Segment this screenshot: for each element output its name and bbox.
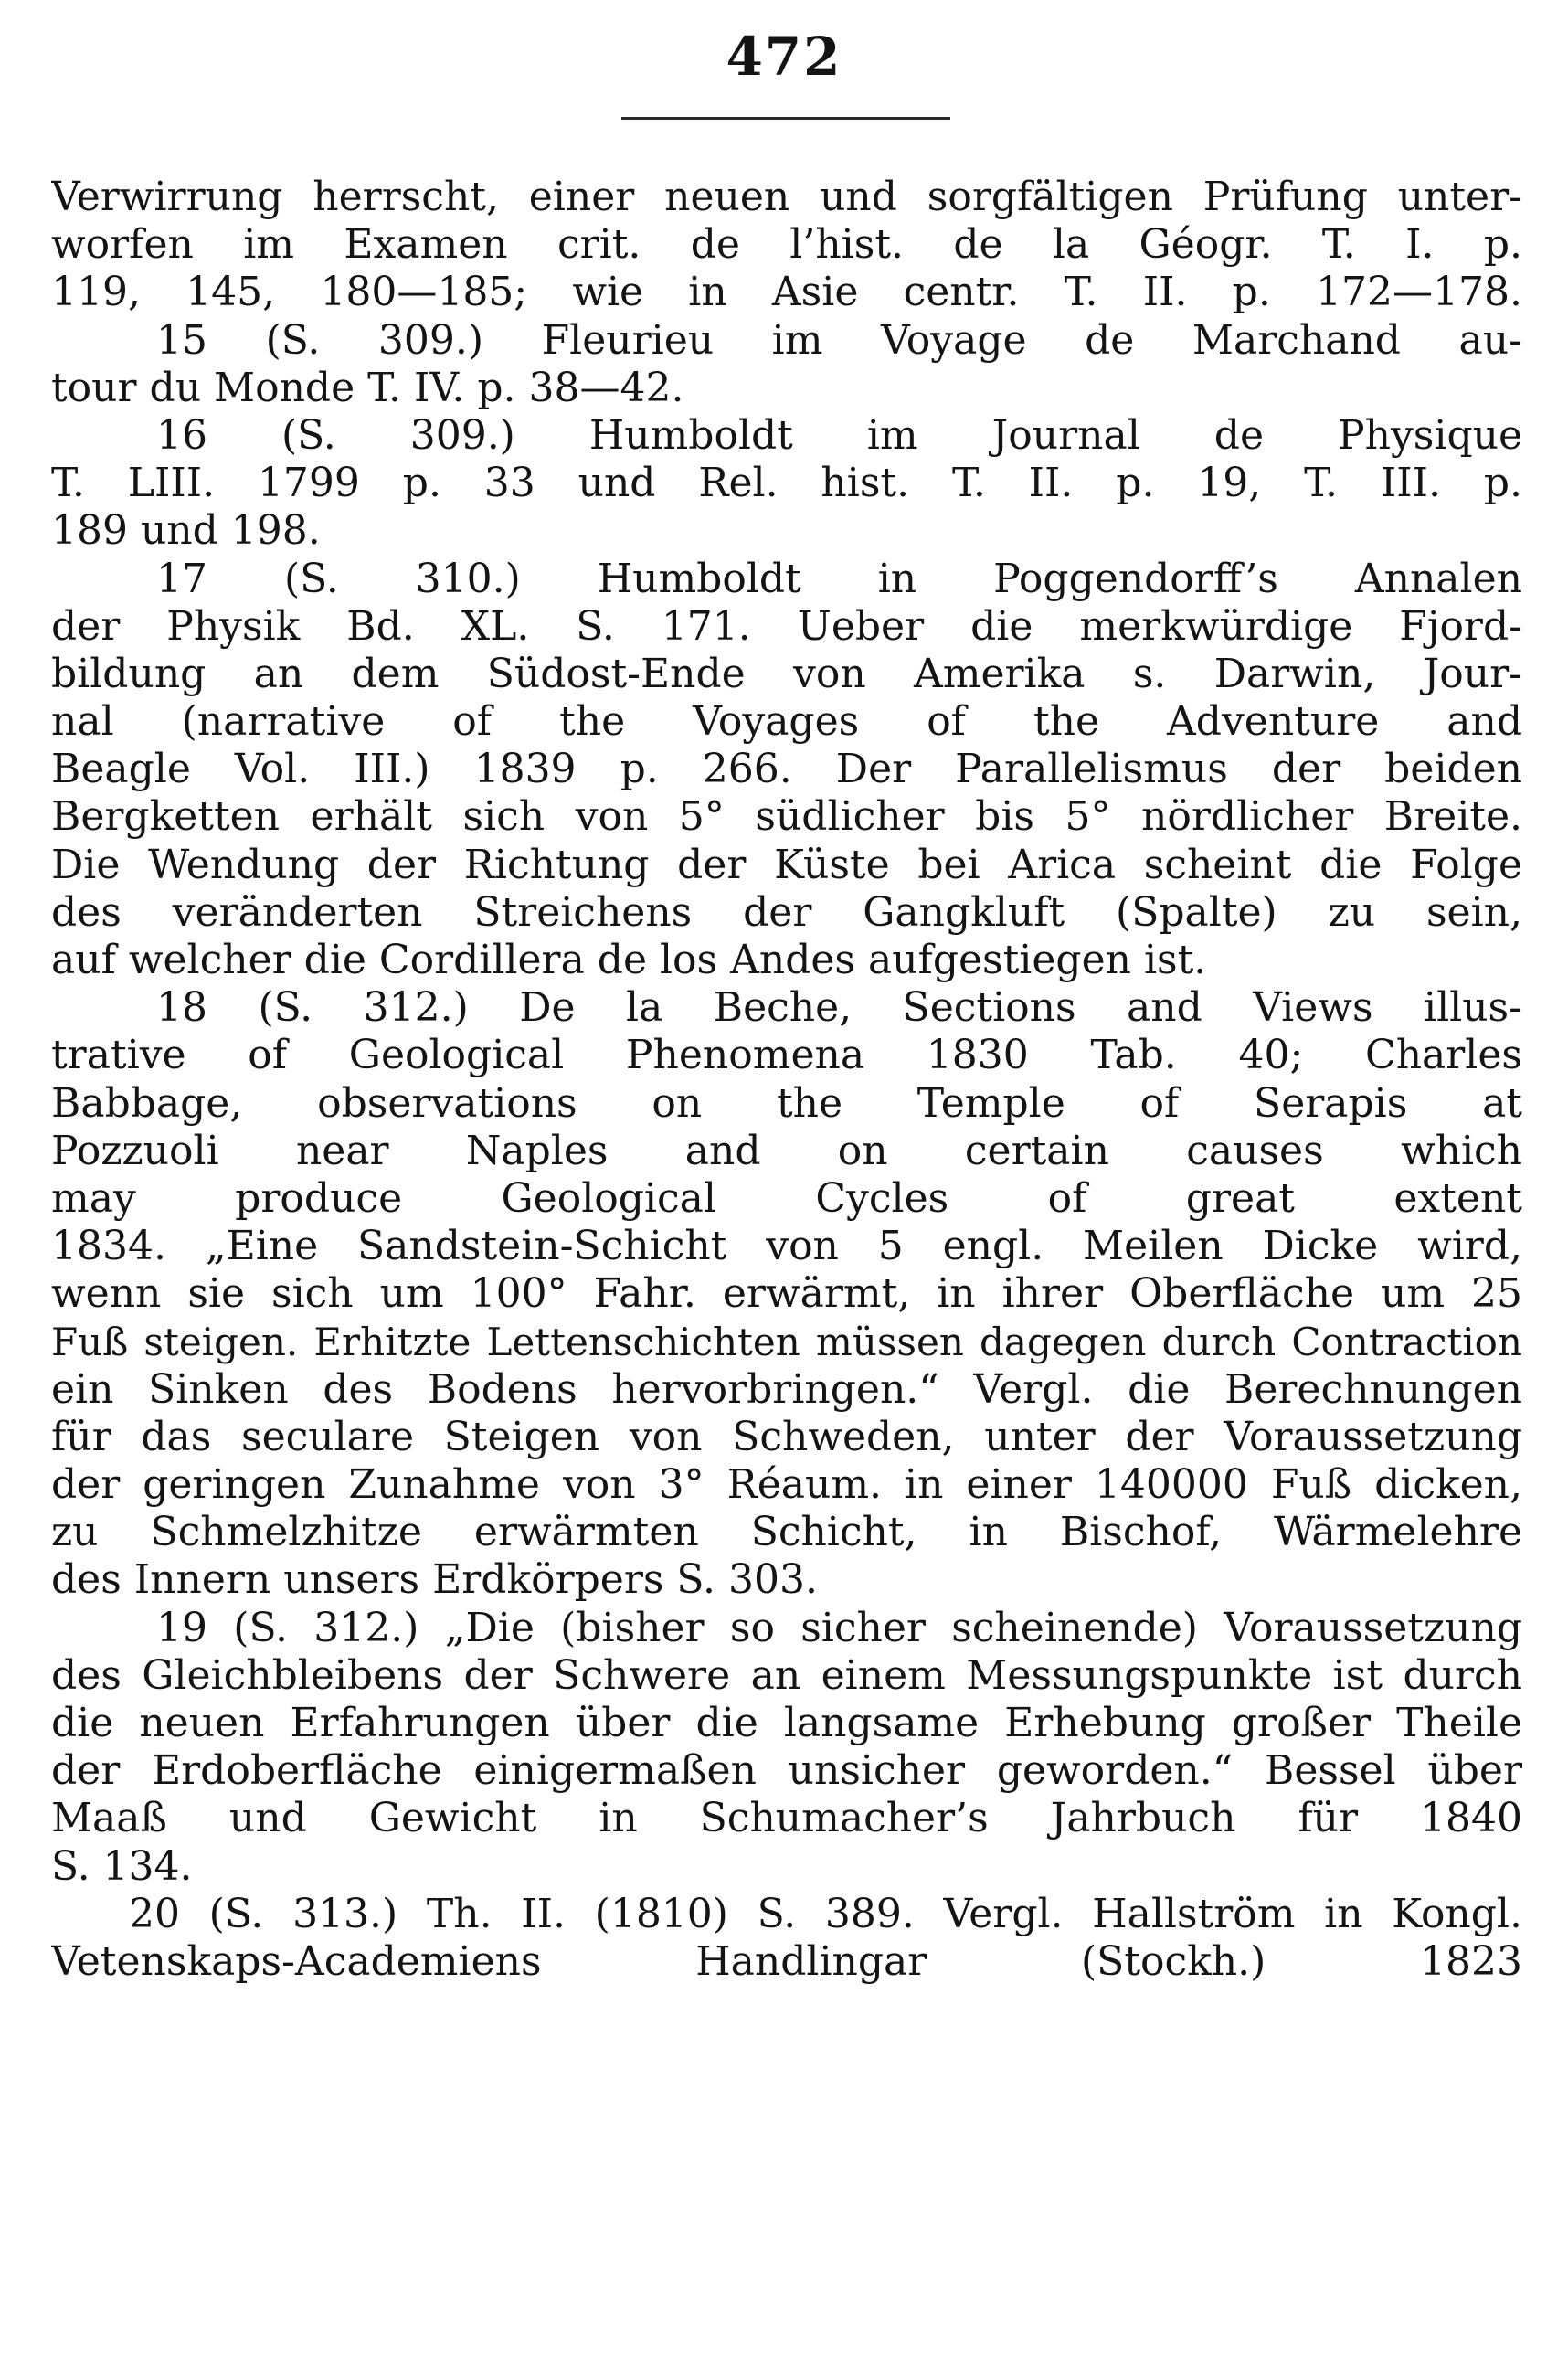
text-line: 20 (S. 313.) Th. II. (1810) S. 389. Vergl. Hallström in Kongl. [129, 1890, 1522, 1937]
text-line: worfen im Examen crit. de l’hist. de la Géogr. T. I. p. [51, 221, 1522, 269]
text-line: die neuen Erfahrungen über die langsame Erhebung großer Theile [51, 1700, 1522, 1746]
text-line: der Physik Bd. XL. S. 171. Ueber die merkwürdige Fjord- [51, 602, 1522, 650]
text-line: T. LIII. 1799 p. 33 und Rel. hist. T. II. p. 19, T. III. p. [51, 460, 1522, 507]
page-number: 472 [726, 26, 842, 88]
text-line: Vetenskaps-Academiens Handlingar (Stockh.) 1823 [51, 1937, 1522, 1985]
text-line: auf welcher die Cordillera de los Andes aufgestiegen ist. [51, 937, 1207, 983]
text-line: may produce Geological Cycles of great extent [51, 1174, 1522, 1222]
text-line: Bergketten erhält sich von 5° südlicher bis 5° nördlicher Breite. [51, 793, 1522, 841]
text-line: Fuß steigen. Erhitzte Lettenschichten müssen dagegen durch Contraction [51, 1319, 1522, 1364]
text-line: tour du Monde T. IV. p. 38—42. [51, 364, 684, 411]
text-line: 18 (S. 312.) De la Beche, Sections and Views illus- [156, 984, 1522, 1032]
text-line: wenn sie sich um 100° Fahr. erwärmt, in ihrer Oberfläche um 25 [51, 1270, 1522, 1318]
text-line: der geringen Zunahme von 3° Réaum. in einer 140000 Fuß dicken, [51, 1461, 1522, 1509]
text-line: Babbage, observations on the Temple of Serapis at [51, 1079, 1522, 1127]
text-line: 15 (S. 309.) Fleurieu im Voyage de Marchand au- [156, 316, 1522, 364]
text-line: Die Wendung der Richtung der Küste bei Arica scheint die Folge [51, 841, 1522, 888]
footnotes-text [51, 174, 1522, 1986]
text-line: Beagle Vol. III.) 1839 p. 266. Der Parallelismus der beiden [51, 746, 1522, 793]
text-line: des Innern unsers Erdkörpers S. 303. [51, 1556, 818, 1604]
text-line: 189 und 198. [51, 507, 321, 555]
text-line: ein Sinken des Bodens hervorbringen.“ Vergl. die Berechnungen [51, 1365, 1522, 1413]
text-line: 19 (S. 312.) „Die (bisher so sicher scheinende) Voraussetzung [156, 1604, 1522, 1651]
text-line: für das seculare Steigen von Schweden, unter der Voraussetzung [51, 1413, 1522, 1460]
text-line: des Gleichbleibens der Schwere an einem Messungspunkte ist durch [51, 1651, 1522, 1699]
text-line: trative of Geological Phenomena 1830 Tab. 40; Charles [51, 1032, 1522, 1079]
text-line: Pozzuoli near Naples and on certain causes which [51, 1127, 1522, 1174]
text-line: S. 134. [51, 1842, 193, 1890]
text-line: 16 (S. 309.) Humboldt im Journal de Physique [156, 411, 1522, 459]
text-line: 119, 145, 180—185; wie in Asie centr. T. II. p. 172—178. [51, 269, 1522, 316]
text-line: 17 (S. 310.) Humboldt in Poggendorff’s Annalen [156, 555, 1522, 602]
text-line: zu Schmelzhitze erwärmten Schicht, in Bischof, Wärmelehre [51, 1509, 1522, 1556]
text-line: Maaß und Gewicht in Schumacher’s Jahrbuch für 1840 [51, 1795, 1522, 1842]
header-rule [621, 117, 950, 120]
text-line: 1834. „Eine Sandstein-Schicht von 5 engl. Meilen Dicke wird, [51, 1223, 1522, 1270]
text-line: nal (narrative of the Voyages of the Adventure and [51, 698, 1522, 746]
text-line: Verwirrung herrscht, einer neuen und sorgfältigen Prüfung unter- [51, 174, 1522, 220]
text-line: des veränderten Streichens der Gangkluft (Spalte) zu sein, [51, 888, 1522, 936]
text-line: der Erdoberfläche einigermaßen unsicher geworden.“ Bessel über [51, 1747, 1522, 1795]
text-line: bildung an dem Südost-Ende von Amerika s. Darwin, Jour- [51, 650, 1522, 697]
